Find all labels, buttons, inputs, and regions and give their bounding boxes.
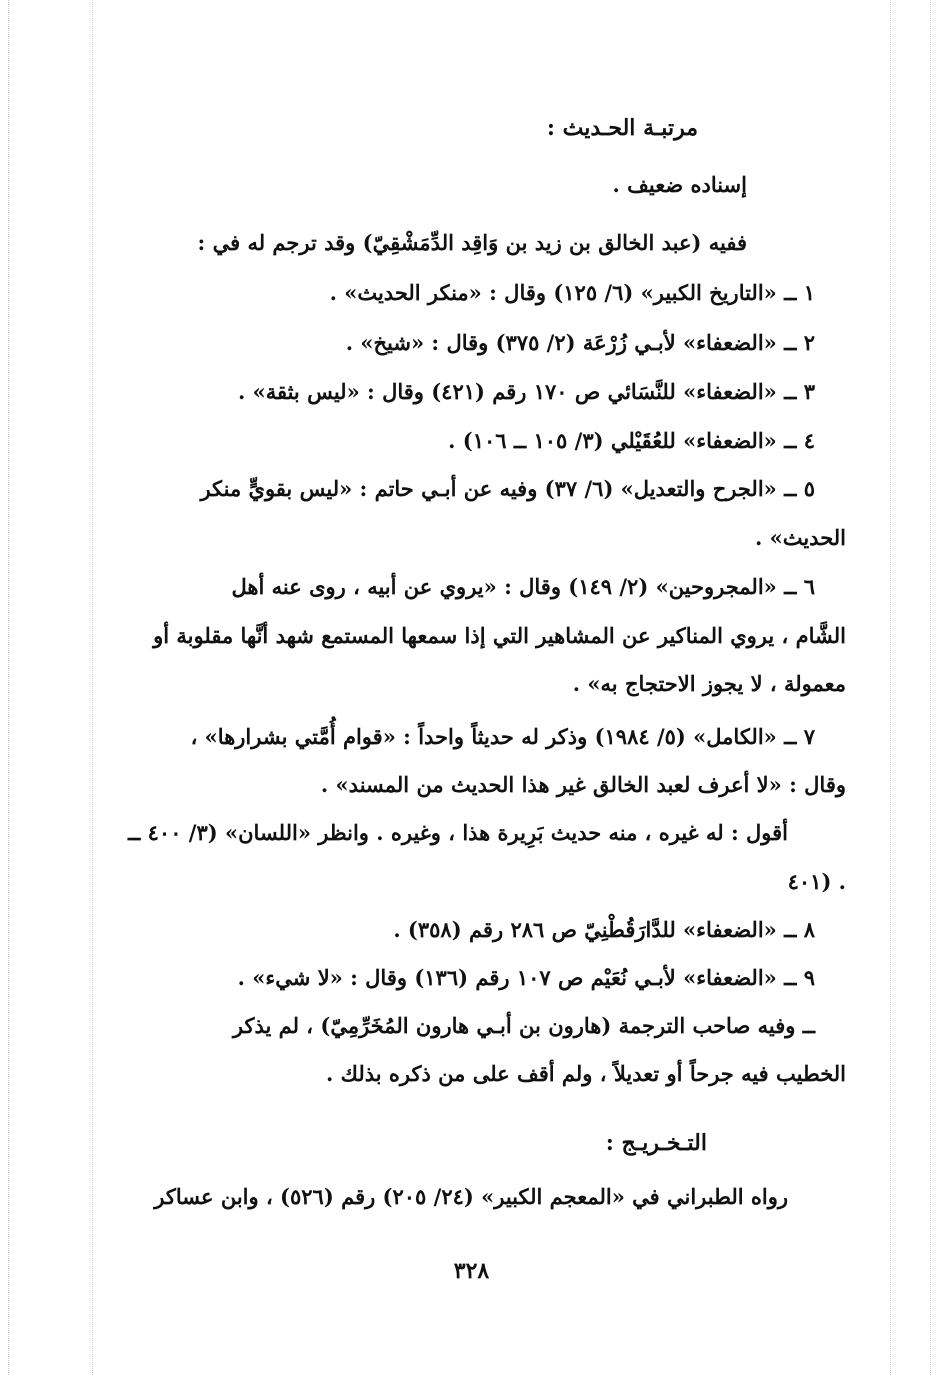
list-item-1: ١ ــ «التاريخ الكبير» (٦/ ١٢٥) وقال : «منكر الحديث» . [329, 280, 815, 305]
list-item-8: ٨ ــ «الضعفاء» للدَّارَقُطْنِيّ ص ٢٨٦ رقم (٣٥٨) . [393, 917, 815, 942]
scan-margin-line [8, 0, 9, 1375]
author-note-line-1: أقول : له غيره ، منه حديث بَرِيرة هذا ، وغيره . وانظر «اللسان» (٣/ ٤٠٠ ــ [128, 820, 788, 845]
harun-note-line-1: ــ وفيه صاحب الترجمة (هارون بن أبـي هارون المُخَرِّمِيّ) ، لم يذكر [232, 1013, 815, 1038]
list-item-4: ٤ ــ «الضعفاء» للعُقَيْلي (٣/ ١٠٥ ــ ١٠٦) . [448, 428, 815, 453]
scan-margin-line [890, 0, 891, 1375]
page-number: ٣٢٨ [453, 1258, 490, 1284]
harun-note-line-2: الخطيب فيه جرحاً أو تعديلاً ، ولم أقف على من ذكره بذلك . [326, 1061, 846, 1086]
heading-takhrij: التـخـريـج : [605, 1130, 707, 1156]
takhrij-line: رواه الطبراني في «المعجم الكبير» (٢٤/ ٢٠٥) رقم (٥٢٦) ، وابن عساكر [154, 1184, 788, 1209]
isnad-verdict: إسناده ضعيف . [612, 172, 747, 197]
list-item-5-line-1: ٥ ــ «الجرح والتعديل» (٦/ ٣٧) وفيه عن أبـي حاتم : «ليس بقويٍّ منكر [200, 476, 815, 501]
scan-margin-line [92, 0, 93, 1375]
list-item-6-line-1: ٦ ــ «المجروحين» (٢/ ١٤٩) وقال : «يروي عن أبيه ، روى عنه أهل [231, 574, 815, 599]
list-item-7-line-1: ٧ ــ «الكامل» (٥/ ١٩٨٤) وذكر له حديثاً واحداً : «قوام أُمَّتي بشرارها» ، [190, 724, 815, 749]
scan-margin-line [930, 0, 931, 1375]
list-item-5-line-2: الحديث» . [754, 525, 846, 550]
list-item-6-line-2: الشَّام ، يروي المناكير عن المشاهير التي إذا سمعها المستمع شهد أنَّها مقلوبة أو [153, 623, 846, 648]
intro-line: ففيه (عبد الخالق بن زيد بن وَاقِد الدِّمَشْقِيّ) وقد ترجم له في : [197, 230, 747, 255]
list-item-3: ٣ ــ «الضعفاء» للنَّسَائي ص ١٧٠ رقم (٤٢١) وقال : «ليس بثقة» . [237, 379, 815, 404]
list-item-7-line-2: وقال : «لا أعرف لعبد الخالق غير هذا الحديث من المسند» . [320, 772, 846, 797]
author-note-line-2: ٤٠١) . [787, 869, 846, 894]
heading-hadith-rank: مرتبـة الحـديث : [546, 115, 698, 141]
list-item-2: ٢ ــ «الضعفاء» لأبـي زُرْعَة (٢/ ٣٧٥) وقال : «شيخ» . [345, 330, 815, 355]
list-item-6-line-3: معمولة ، لا يجوز الاحتجاج به» . [572, 671, 846, 696]
list-item-9: ٩ ــ «الضعفاء» لأبـي نُعَيْم ص ١٠٧ رقم (١٣٦) وقال : «لا شيء» . [237, 965, 815, 990]
